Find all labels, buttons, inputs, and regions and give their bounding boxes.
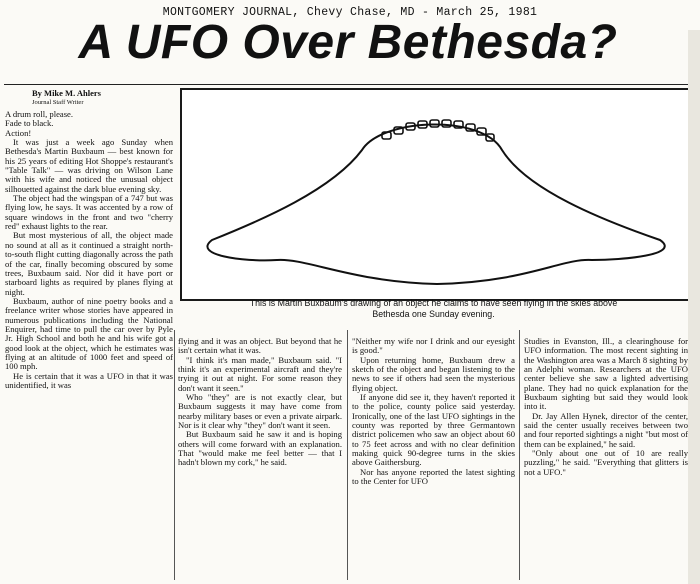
page-edge xyxy=(688,30,700,584)
article-column-2 xyxy=(178,337,342,468)
paragraph: If anyone did see it, they haven't reported it to the police, county police said yesterday. Ironically, one of the last UFO sightings in the county was reported by three Germantown district policemen who saw an object about 60 to 75 feet across and with no clear definition making quick 90-degree turns in the skies above Gaithersburg. xyxy=(352,392,515,468)
paragraph: Buxbaum, author of nine poetry books and a freelance writer whose stories have appeared in numerous publications including the National Enquirer, had time to pull the car over by Pyle Jr. High School and both he and his wife got a good look at the object, which he estimates was flying at an altitude of 1000 feet and speed of 100 mph. xyxy=(5,295,173,372)
paragraph: Who "they" are is not exactly clear, but Buxbaum suggests it may have come from nearby military bases or even a private airpark. Nor is it clear why "they" don't want it seen. xyxy=(178,392,342,431)
paragraph: "I think it's man made," Buxbaum said. "I think it's an experimental aircraft and they're trying it out at night. For some reason they don't want it seen." xyxy=(178,354,342,393)
caption-line-2: Bethesda one Sunday evening. xyxy=(372,308,495,319)
paragraph: Action! xyxy=(5,127,32,138)
byline-staff: Journal Staff Writer xyxy=(32,99,84,106)
paragraph: "Only about one out of 10 are really puzzling," he said. "Everything that glitters is not a UFO." xyxy=(524,448,688,477)
paragraph: The object had the wingspan of a 747 but was flying low, he says. It was accented by a row of square windows in the front and two "cherry red" exhaust lights to the rear. xyxy=(5,193,173,232)
article-column-3 xyxy=(352,337,515,487)
paragraph: Dr. Jay Allen Hynek, director of the center, said the center usually receives between two and four reported sightings a night "but most of them can be explained," he said. xyxy=(524,410,688,449)
article-column-1 xyxy=(5,110,173,390)
ufo-sketch-icon xyxy=(182,90,689,299)
paragraph: He is certain that it was a UFO in that it was unidentified, it was xyxy=(5,370,173,390)
figure-caption xyxy=(180,298,687,319)
caption-line-1: This is Martin Buxbaum's drawing of an object he claims to have seen flying in the skies above xyxy=(249,298,618,308)
column-divider xyxy=(174,330,175,580)
headline-rule xyxy=(4,84,688,85)
paragraph: It was just a week ago Sunday when Bethesda's Martin Buxbaum — best known for his 25 years of editing Hot Shoppe's restaurant's "Table Talk" — was driving on Wilson Lane with his wife and noticed the unusual object silhouetted against the dark blue evening sky. xyxy=(5,137,173,194)
paragraph: "Neither my wife nor I drink and our eyesight is good." xyxy=(352,336,515,356)
paragraph: flying and it was an object. But beyond that he isn't certain what it was. xyxy=(178,336,342,356)
column-divider xyxy=(519,330,520,580)
byline xyxy=(32,88,172,106)
paragraph: Upon returning home, Buxbaum drew a sketch of the object and began listening to the news to see if others had seen the mysterious flying object. xyxy=(352,354,515,393)
paragraph: But Buxbaum said he saw it and is hoping others will come forward with an explanation. That "would make me feel better — that I hadn't blown my cork," he said. xyxy=(178,429,342,468)
column-divider xyxy=(347,330,348,580)
byline-author: By Mike M. Ahlers xyxy=(32,88,101,98)
paragraph: Nor has anyone reported the latest sighting to the Center for UFO xyxy=(352,466,515,487)
paragraph: Fade to black. xyxy=(5,118,54,129)
paragraph: Studies in Evanston, Ill., a clearinghouse for UFO information. The most recent sighting in the Washington area was a March 8 sighting by an Adelphi woman. Researchers at the UFO center believe she saw a lighted advertising plane. They had no quick explanation for the Buxbaum sighting but said they would look into it. xyxy=(524,336,688,412)
paragraph: A drum roll, please. xyxy=(5,109,74,119)
ufo-drawing xyxy=(180,88,691,301)
headline: A UFO Over Bethesda? xyxy=(78,16,618,69)
article-column-4 xyxy=(524,337,688,477)
dateline: MONTGOMERY JOURNAL, Chevy Chase, MD - March 25, 1981 xyxy=(162,6,538,19)
paragraph: But most mysterious of all, the object made no sound at all as it continued a straight north-to-south flight cutting diagonally across the path of the car, finally becoming obscured by some trees, Buxbaum said. Nor did it have port or starboard lights as required by planes flying at night. xyxy=(5,230,173,297)
